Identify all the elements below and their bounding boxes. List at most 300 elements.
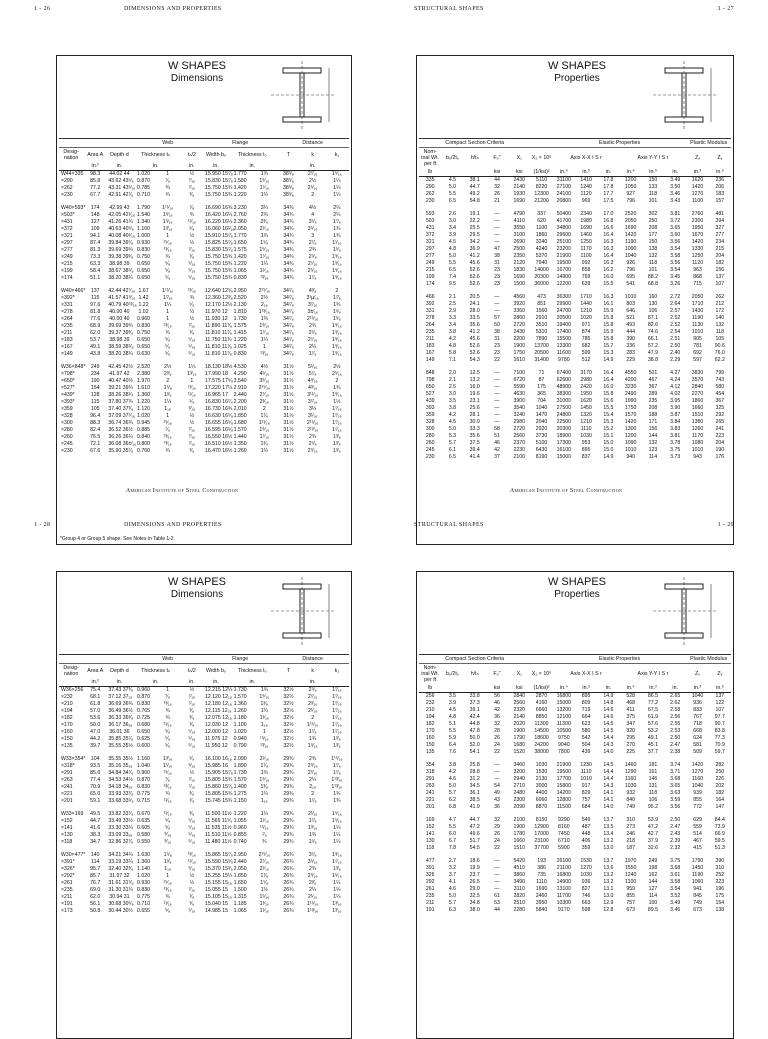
table-cell: 53 bbox=[494, 900, 500, 907]
table-cell: 34⁷⁄₈ bbox=[283, 330, 294, 337]
table-cell: 682 bbox=[581, 343, 591, 350]
table-cell: 40.79 40¹³⁄₁₆ bbox=[108, 302, 137, 309]
column-header: T bbox=[286, 668, 291, 675]
table-cell: 3.65 bbox=[670, 783, 681, 790]
table-cell: 650 bbox=[425, 384, 435, 391]
table-cell: 325 bbox=[715, 405, 725, 412]
column-header bbox=[530, 139, 552, 148]
table-cell: 204 bbox=[715, 440, 725, 447]
table-cell: 36000 bbox=[534, 281, 549, 288]
table-cell: ×235 bbox=[61, 887, 73, 894]
table-cell: 2280 bbox=[513, 907, 526, 914]
table-cell: 1.040 bbox=[137, 763, 151, 770]
table-cell: 235 bbox=[425, 329, 435, 336]
table-cell: 1.02 bbox=[138, 309, 149, 316]
table-cell: 13.0 bbox=[603, 845, 614, 852]
table-row bbox=[59, 777, 349, 784]
table-cell: 156 bbox=[715, 267, 725, 274]
column-header bbox=[59, 678, 83, 687]
table-cell: 13.1 bbox=[603, 886, 614, 893]
table-cell: 18900 bbox=[556, 433, 572, 440]
table-cell: 15800 bbox=[556, 783, 572, 790]
column-header: Zᵧ bbox=[717, 155, 723, 162]
table-cell: 2⁹⁄₁₆ bbox=[307, 763, 318, 770]
table-frame bbox=[56, 571, 352, 1039]
table-cell: 115 bbox=[91, 295, 100, 302]
table-cell: 1120 bbox=[691, 260, 704, 267]
table-cell: 16.630 16⁵⁄₈ bbox=[204, 413, 234, 420]
table-cell: 262 bbox=[425, 191, 435, 198]
table-cell: 5.0 bbox=[448, 426, 457, 433]
table-cell: ×191 bbox=[61, 901, 73, 908]
column-header: Width bₒ bbox=[206, 668, 226, 675]
table-cell: 15.4 bbox=[603, 412, 614, 419]
table-cell: ¹³⁄₁₆ bbox=[187, 385, 196, 392]
table-cell: ×277 bbox=[61, 247, 73, 254]
table-cell: 663 bbox=[581, 900, 591, 907]
table-cell: 2980 bbox=[580, 377, 592, 384]
table-row bbox=[59, 323, 349, 330]
table-cell: 3.7 bbox=[448, 872, 457, 879]
table-cell: 0.680 bbox=[137, 722, 151, 729]
table-cell: 28.1 bbox=[469, 412, 480, 419]
table-cell: 23 bbox=[494, 350, 500, 357]
table-cell: 16.3 bbox=[603, 294, 614, 301]
table-cell: ×297 bbox=[61, 240, 73, 247]
table-cell: 1 bbox=[166, 233, 170, 240]
table-cell: 0.960 bbox=[137, 687, 151, 694]
table-cell: 767 bbox=[693, 714, 702, 721]
table-cell: 208 bbox=[648, 225, 658, 232]
table-cell: 21900 bbox=[556, 762, 572, 769]
column-header: (1/ksi)² bbox=[530, 168, 552, 177]
table-row bbox=[419, 728, 731, 735]
table-cell: 23 bbox=[494, 343, 500, 350]
table-cell: ⁵⁄₈ bbox=[165, 729, 171, 736]
table-cell: 3110 bbox=[513, 886, 525, 893]
table-cell: 34⁷⁄₈ bbox=[283, 323, 294, 330]
table-cell: 77.3 bbox=[714, 735, 725, 742]
table-row bbox=[59, 701, 349, 708]
table-cell: 2⁷⁄₁₆ bbox=[307, 337, 318, 344]
table-cell: 743 bbox=[715, 377, 725, 384]
table-cell: 581 bbox=[693, 742, 702, 749]
table-cell: 1030 bbox=[624, 783, 637, 790]
table-cell: 1530 bbox=[580, 858, 592, 865]
column-header: Thickness tₙ bbox=[141, 152, 171, 159]
table-cell: 2.62 bbox=[670, 700, 681, 707]
table-cell: 12.5 bbox=[469, 370, 480, 377]
table-cell: 1 bbox=[166, 873, 170, 880]
table-cell: 63.3 bbox=[90, 261, 101, 268]
table-cell: 3.26 bbox=[670, 281, 681, 288]
table-cell: 208 bbox=[648, 405, 658, 412]
table-cell: 38.98 39 bbox=[109, 337, 130, 344]
table-cell: ×135 bbox=[61, 743, 73, 750]
table-cell: 2560 bbox=[513, 433, 526, 440]
table-cell: 7890 bbox=[535, 336, 548, 343]
table-cell: 292 bbox=[425, 879, 435, 886]
table-cell: 11.950 12 bbox=[204, 743, 228, 750]
table-cell: 1⁷⁄₈ bbox=[308, 818, 317, 825]
table-cell: 262 bbox=[715, 294, 725, 301]
table-cell: 1460 bbox=[580, 232, 592, 239]
table-cell: 1¹⁄₁₆ bbox=[259, 268, 269, 275]
table-cell: 5310 bbox=[535, 329, 548, 336]
column-header bbox=[441, 684, 463, 693]
table-subtitle: Dimensions bbox=[170, 73, 224, 84]
table-cell: 2.010 bbox=[233, 406, 247, 413]
table-cell: 0.945 bbox=[137, 420, 151, 427]
table-cell: 26¾ bbox=[283, 880, 294, 887]
table-cell: 466 bbox=[425, 294, 435, 301]
table-cell: ⁵⁄₁₆ bbox=[188, 729, 196, 736]
table-cell: 4⁹⁄₁₆ bbox=[307, 378, 318, 385]
table-cell: 1550 bbox=[624, 865, 637, 872]
column-header: Compact Section Criteria bbox=[441, 655, 508, 664]
table-row bbox=[59, 309, 349, 316]
table-cell: 5840 bbox=[535, 907, 548, 914]
table-cell: 1⁷⁄₁₆ bbox=[332, 729, 342, 736]
table-cell: 295 bbox=[626, 735, 635, 742]
table-cell: 4½ bbox=[309, 205, 317, 212]
table-cell: 6.3 bbox=[448, 907, 457, 914]
table-row bbox=[59, 420, 349, 427]
table-cell: 4⁵⁄₁₆ bbox=[259, 371, 270, 378]
table-cell: — bbox=[494, 412, 500, 419]
column-header: Distance bbox=[276, 655, 349, 664]
table-cell: 4.5 bbox=[448, 177, 457, 184]
table-cell: 160 bbox=[648, 294, 658, 301]
table-cell: 198 bbox=[648, 865, 658, 872]
table-cell: 24800 bbox=[556, 412, 572, 419]
table-cell: ³⁄₈ bbox=[189, 715, 195, 722]
table-cell: 44.2 bbox=[90, 736, 101, 743]
table-row bbox=[59, 664, 349, 679]
table-cell: 1 bbox=[166, 413, 170, 420]
table-row bbox=[419, 267, 731, 274]
table-cell: 4.2 bbox=[448, 412, 457, 419]
table-row bbox=[59, 351, 349, 358]
column-header: Axis X-X I S r bbox=[570, 155, 602, 162]
column-header: in. bbox=[107, 162, 131, 171]
table-cell: 16.420 16¼ bbox=[204, 212, 233, 219]
table-cell: 1¹³⁄₁₆ bbox=[331, 784, 343, 791]
table-cell: ×245 bbox=[61, 441, 73, 448]
table-cell: ⁷⁄₈ bbox=[165, 178, 171, 185]
table-cell: 36.17 36₁₈ bbox=[108, 722, 133, 729]
table-cell: — bbox=[494, 398, 500, 405]
table-cell: ¹¹⁄₁₆ bbox=[163, 901, 172, 908]
table-cell: 668 bbox=[693, 728, 702, 735]
table-cell: 1100 bbox=[625, 879, 637, 886]
table-cell: 2¹⁵⁄₁₆ bbox=[258, 288, 271, 295]
table-cell: 22 bbox=[494, 845, 500, 852]
table-cell: ½ bbox=[189, 413, 195, 420]
table-cell: 1¹³⁄₁₆ bbox=[307, 908, 319, 915]
table-row bbox=[419, 858, 731, 865]
table-cell: 32.6 bbox=[647, 845, 658, 852]
table-cell: 17.5 bbox=[603, 198, 614, 205]
table-cell: 191 bbox=[425, 907, 435, 914]
table-cell: 0.830 bbox=[233, 351, 247, 358]
table-cell: 132 bbox=[648, 253, 658, 260]
table-cell: 1.220 bbox=[233, 337, 247, 344]
table-cell: 32½ bbox=[283, 715, 294, 722]
table-cell: 3.59 bbox=[670, 797, 681, 804]
table-cell: 1⁵⁄₈ bbox=[308, 839, 317, 846]
table-cell: 390 bbox=[626, 336, 635, 343]
table-cell: 359 bbox=[581, 845, 591, 852]
running-head: DIMENSIONS AND PROPERTIES bbox=[124, 6, 222, 12]
table-cell: 386 bbox=[537, 865, 546, 872]
table-cell: 16.830 16⁷⁄₈ bbox=[204, 399, 233, 406]
table-cell: 3460 bbox=[513, 762, 526, 769]
table-cell: 3⁵⁄₈ bbox=[308, 219, 317, 226]
table-cell: 3.56 bbox=[670, 260, 681, 267]
table-cell: 1⁷⁄₈ bbox=[260, 763, 269, 770]
table-cell: 59.1 bbox=[90, 798, 101, 805]
table-cell: 0.740 bbox=[233, 839, 247, 846]
table-cell: 16.4 bbox=[603, 232, 614, 239]
table-cell: 42.99 43 bbox=[109, 205, 130, 212]
table-cell: 431 bbox=[425, 225, 435, 232]
table-cell: 858 bbox=[581, 267, 591, 274]
table-cell: ¾ bbox=[165, 330, 170, 337]
column-header bbox=[107, 655, 131, 664]
table-cell: 4550 bbox=[624, 370, 637, 377]
table-cell: 16.0 bbox=[603, 274, 614, 281]
column-header: Depth d bbox=[110, 152, 129, 159]
dimensions-table bbox=[59, 654, 349, 915]
table-cell: 11.510 11½ bbox=[204, 832, 232, 839]
table-cell: 31½ bbox=[283, 385, 294, 392]
table-cell: 2⁷⁄₁₆ bbox=[307, 261, 318, 268]
table-cell: 796 bbox=[626, 198, 635, 205]
table-cell: 1.000 bbox=[137, 233, 151, 240]
table-cell: 3⁷⁄₈ bbox=[308, 852, 317, 859]
table-cell: 1.790 bbox=[137, 205, 151, 212]
table-cell: 2 bbox=[311, 715, 315, 722]
table-cell: ¾ bbox=[165, 894, 170, 901]
table-cell: 2.440 bbox=[233, 859, 247, 866]
table-cell: 32½ bbox=[283, 722, 294, 729]
table-cell: 12.120 12₁₈ bbox=[204, 694, 232, 701]
table-cell: 868 bbox=[693, 274, 702, 281]
table-cell: 241 bbox=[715, 426, 725, 433]
column-header: in.² bbox=[83, 678, 107, 687]
table-cell: 415 bbox=[693, 845, 702, 852]
table-cell: ×372 bbox=[61, 226, 73, 233]
table-cell: 5370 bbox=[535, 253, 548, 260]
table-row bbox=[419, 735, 731, 742]
table-cell: 28.8 bbox=[469, 769, 480, 776]
table-cell: 1¾ bbox=[333, 233, 341, 240]
table-cell: 1690 bbox=[513, 198, 526, 205]
table-cell: 2.55 bbox=[670, 721, 681, 728]
dimensions-grid bbox=[59, 138, 349, 455]
table-row bbox=[59, 708, 349, 715]
table-cell: ×326* bbox=[61, 866, 75, 873]
table-row bbox=[419, 246, 731, 253]
table-cell: 3.58 bbox=[670, 253, 681, 260]
table-cell: 34¾ bbox=[283, 212, 294, 219]
table-cell: 3.8 bbox=[448, 405, 457, 412]
table-row bbox=[419, 301, 731, 308]
table-cell: ³⁄₈ bbox=[189, 798, 195, 805]
table-cell: 14.0 bbox=[603, 749, 614, 756]
table-cell: ¹³⁄₁₆ bbox=[260, 275, 269, 282]
table-cell: 0.580 bbox=[137, 832, 151, 839]
table-cell: 0.630 bbox=[137, 351, 151, 358]
table-cell: 1.420 bbox=[233, 254, 247, 261]
column-header: in. bbox=[204, 162, 228, 171]
column-header: Web bbox=[131, 655, 203, 664]
table-cell: 32½ bbox=[283, 743, 294, 750]
table-cell: 3.83 bbox=[670, 426, 681, 433]
w-shape-section-diagram bbox=[647, 574, 727, 650]
table-cell: 1.150 bbox=[233, 798, 247, 805]
table-row bbox=[419, 769, 731, 776]
table-cell: 54.5 bbox=[469, 845, 480, 852]
w-shape-section-diagram bbox=[265, 58, 345, 134]
table-cell: 9750 bbox=[558, 735, 570, 742]
table-cell: ×160 bbox=[61, 729, 73, 736]
table-cell: ×241 bbox=[61, 784, 73, 791]
table-cell: 54.8 bbox=[469, 198, 480, 205]
table-cell: 29¾ bbox=[283, 784, 294, 791]
table-cell: 9040 bbox=[558, 742, 570, 749]
table-cell: 2¾ bbox=[309, 323, 317, 330]
table-cell: 1620 bbox=[691, 177, 704, 184]
table-cell: 1710 bbox=[691, 301, 704, 308]
table-cell: ×318* bbox=[61, 763, 75, 770]
table-cell: 31000 bbox=[556, 398, 572, 405]
table-cell: 1.020 bbox=[233, 729, 247, 736]
table-cell: 2.51 bbox=[670, 336, 681, 343]
table-cell: 20500 bbox=[556, 315, 572, 322]
table-cell: 33.49 33½ bbox=[108, 818, 133, 825]
table-cell: 1₁₈ bbox=[164, 406, 172, 413]
table-cell: 15.2 bbox=[603, 426, 614, 433]
table-cell: 1¼ bbox=[164, 302, 172, 309]
table-cell: 1⁹⁄₁₆ bbox=[307, 743, 318, 750]
table-cell: 31½ bbox=[283, 448, 294, 455]
table-cell: 52.6 bbox=[469, 281, 480, 288]
table-cell: 0.655 bbox=[137, 908, 151, 915]
table-cell: 321 bbox=[425, 239, 435, 246]
table-cell: 29600 bbox=[556, 232, 572, 239]
table-cell: 2¹⁄₁₆ bbox=[307, 708, 318, 715]
table-cell: 81.3 bbox=[90, 247, 101, 254]
column-header: Plastic Modulus bbox=[686, 655, 731, 664]
table-cell: 67.7 bbox=[90, 192, 101, 199]
table-cell: 93.5 bbox=[90, 763, 101, 770]
table-cell: 639 bbox=[581, 281, 591, 288]
table-cell: 15.9 bbox=[603, 329, 614, 336]
table-cell: ¹³⁄₁₆ bbox=[163, 441, 172, 448]
table-cell: 41.4 bbox=[469, 454, 480, 461]
table-cell: 5.8 bbox=[448, 350, 457, 357]
table-cell: 335 bbox=[425, 177, 435, 184]
table-cell: 14.1 bbox=[603, 790, 614, 797]
table-cell: 1.275 bbox=[233, 791, 247, 798]
table-cell: 2⁵⁄₈ bbox=[308, 254, 317, 261]
table-cell: 234 bbox=[715, 239, 725, 246]
table-cell: 1⁷⁄₈ bbox=[332, 219, 341, 226]
table-cell: 3.3 bbox=[448, 315, 457, 322]
table-cell: 0.930 bbox=[137, 880, 151, 887]
table-cell: 84.4 bbox=[714, 817, 725, 824]
table-cell: 3 bbox=[311, 233, 315, 240]
table-cell: 61.9 bbox=[647, 714, 658, 721]
table-cell: 15.745 15¾ bbox=[204, 798, 233, 805]
table-cell: 73.3 bbox=[90, 254, 101, 261]
table-cell: 27100 bbox=[556, 184, 572, 191]
table-cell: 1⁵⁄₁₆ bbox=[331, 811, 342, 818]
table-row bbox=[419, 398, 731, 405]
table-cell: 140 bbox=[90, 852, 100, 859]
table-cell: 1.67 bbox=[138, 288, 149, 295]
table-cell: 5.7 bbox=[448, 900, 457, 907]
table-cell: 215 bbox=[425, 267, 435, 274]
table-cell: 88.3 bbox=[90, 420, 101, 427]
table-cell: 3.65 bbox=[670, 225, 681, 232]
table-row bbox=[59, 330, 349, 337]
table-cell: 6660 bbox=[535, 707, 548, 714]
table-cell: 2.58 bbox=[670, 707, 681, 714]
table-cell: — bbox=[494, 391, 500, 398]
column-header: k₁ bbox=[334, 152, 340, 159]
table-cell: 1.360 bbox=[137, 859, 151, 866]
table-cell: ⁹⁄₁₆ bbox=[164, 839, 172, 846]
table-cell: ×392* bbox=[61, 295, 75, 302]
column-header: in.⁴ bbox=[620, 168, 642, 177]
table-cell: 174 bbox=[425, 281, 435, 288]
table-cell: 1670 bbox=[691, 232, 704, 239]
table-cell: 45.6 bbox=[469, 336, 480, 343]
table-cell: 1¼ bbox=[260, 448, 268, 455]
table-cell: 1.970 bbox=[137, 378, 151, 385]
table-cell: 1¾ bbox=[333, 226, 341, 233]
table-cell: 394 bbox=[715, 218, 725, 225]
table-cell: 68.8 bbox=[647, 281, 658, 288]
table-cell: 1.185 bbox=[233, 901, 247, 908]
table-cell: 14.985 15 bbox=[204, 908, 229, 915]
table-cell: W30×477* bbox=[61, 852, 86, 859]
w-shape-section-svg bbox=[265, 58, 345, 134]
table-cell: 15.8 bbox=[603, 391, 614, 398]
table-cell: 95.7 bbox=[90, 866, 101, 873]
table-cell: 0.830 bbox=[137, 247, 151, 254]
table-cell: 15.0 bbox=[603, 440, 614, 447]
table-cell: 42 bbox=[494, 707, 500, 714]
table-cell: 3.90 bbox=[670, 405, 681, 412]
table-cell: 26100 bbox=[556, 858, 572, 865]
table-cell: 204 bbox=[715, 253, 725, 260]
table-cell: 969 bbox=[581, 198, 591, 205]
table-cell: 2.72 bbox=[670, 294, 681, 301]
table-cell: 12.360 12³⁄₈ bbox=[204, 295, 233, 302]
table-row bbox=[59, 694, 349, 701]
table-cell: 1690 bbox=[535, 886, 548, 893]
table-cell: 2³⁄₁₆ bbox=[259, 399, 269, 406]
table-cell: ×290 bbox=[61, 178, 73, 185]
table-cell: ¹⁵⁄₁₆ bbox=[260, 825, 269, 832]
table-row bbox=[59, 894, 349, 901]
table-cell: 14.6 bbox=[603, 714, 614, 721]
table-cell: 4.6 bbox=[448, 886, 457, 893]
